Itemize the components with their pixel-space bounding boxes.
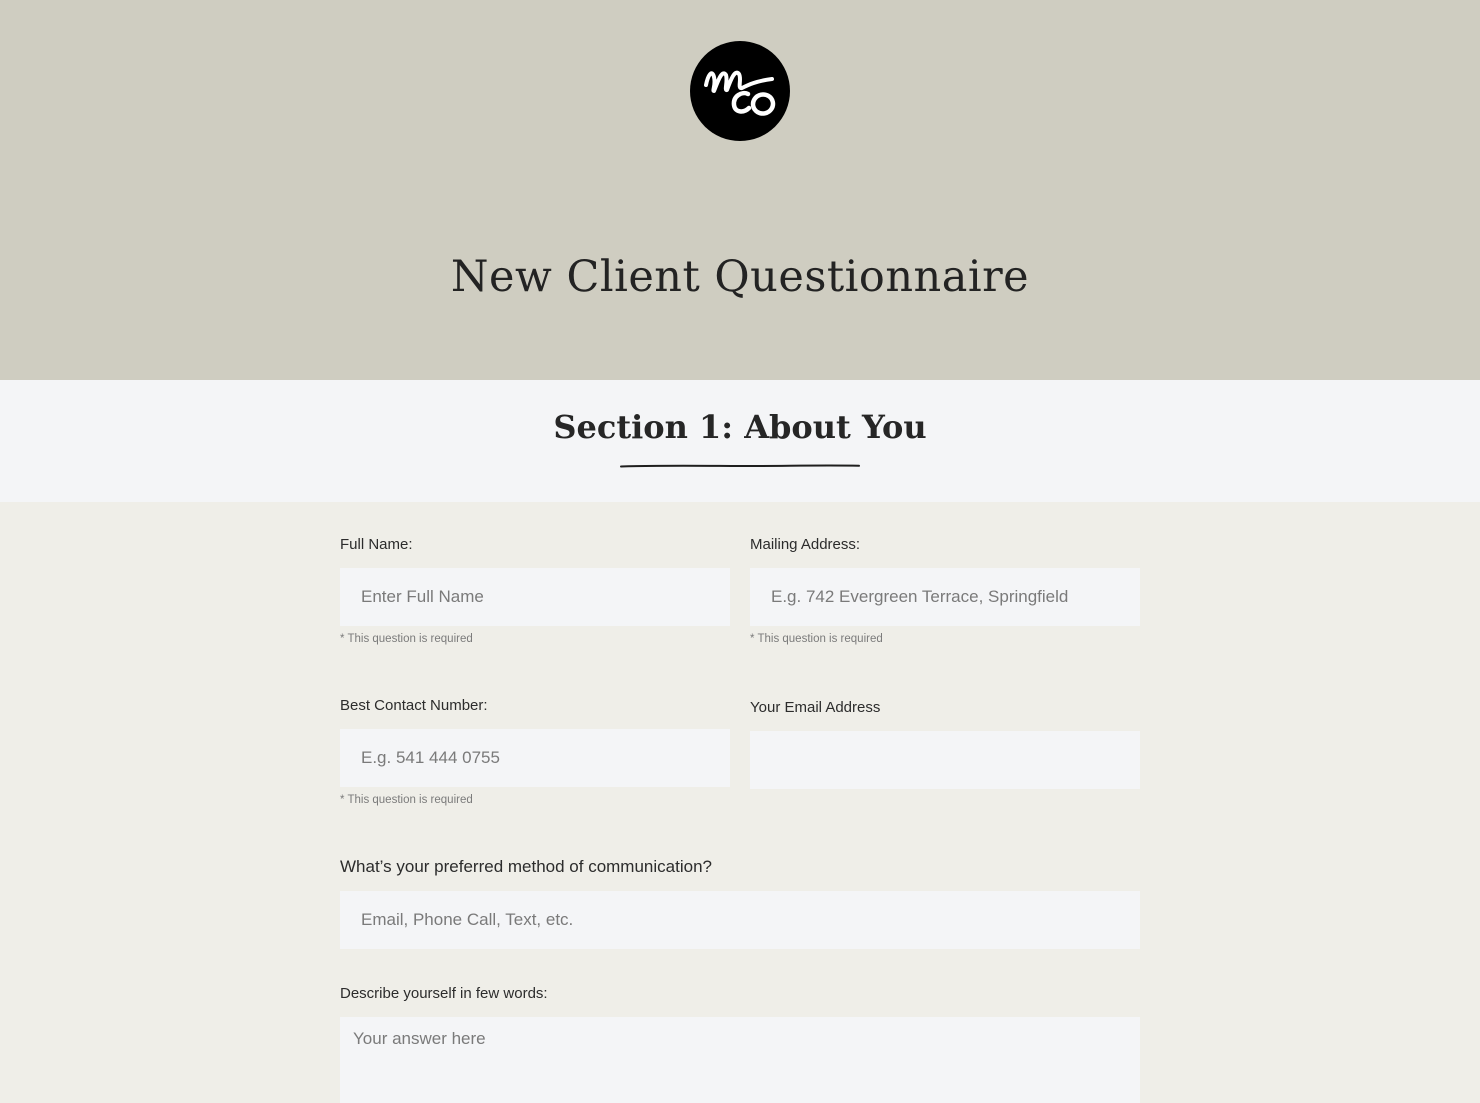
contact-number-label: Best Contact Number:: [340, 697, 488, 714]
communication-label: What’s your preferred method of communication?: [340, 857, 712, 876]
brand-logo: [690, 41, 790, 141]
mailing-address-required-note: * This question is required: [750, 633, 883, 645]
describe-label: Describe yourself in few words:: [340, 985, 548, 1002]
full-name-required-note: * This question is required: [340, 633, 473, 645]
brush-divider: [620, 463, 860, 469]
page-title: New Client Questionnaire: [450, 252, 1030, 302]
communication-input[interactable]: [340, 891, 1140, 949]
full-name-label: Full Name:: [340, 536, 413, 553]
mailing-address-input[interactable]: [750, 568, 1140, 626]
contact-number-required-note: * This question is required: [340, 794, 473, 806]
hero-header: [0, 0, 1480, 380]
section-title: Section 1: About You: [553, 408, 927, 446]
contact-number-input[interactable]: [340, 729, 730, 787]
email-input[interactable]: [750, 731, 1140, 789]
full-name-input[interactable]: [340, 568, 730, 626]
logo-mark-icon: [690, 41, 790, 141]
mailing-address-label: Mailing Address:: [750, 536, 861, 553]
describe-textarea[interactable]: [340, 1017, 1140, 1103]
email-label: Your Email Address: [750, 699, 881, 716]
section-header: [0, 380, 1480, 502]
